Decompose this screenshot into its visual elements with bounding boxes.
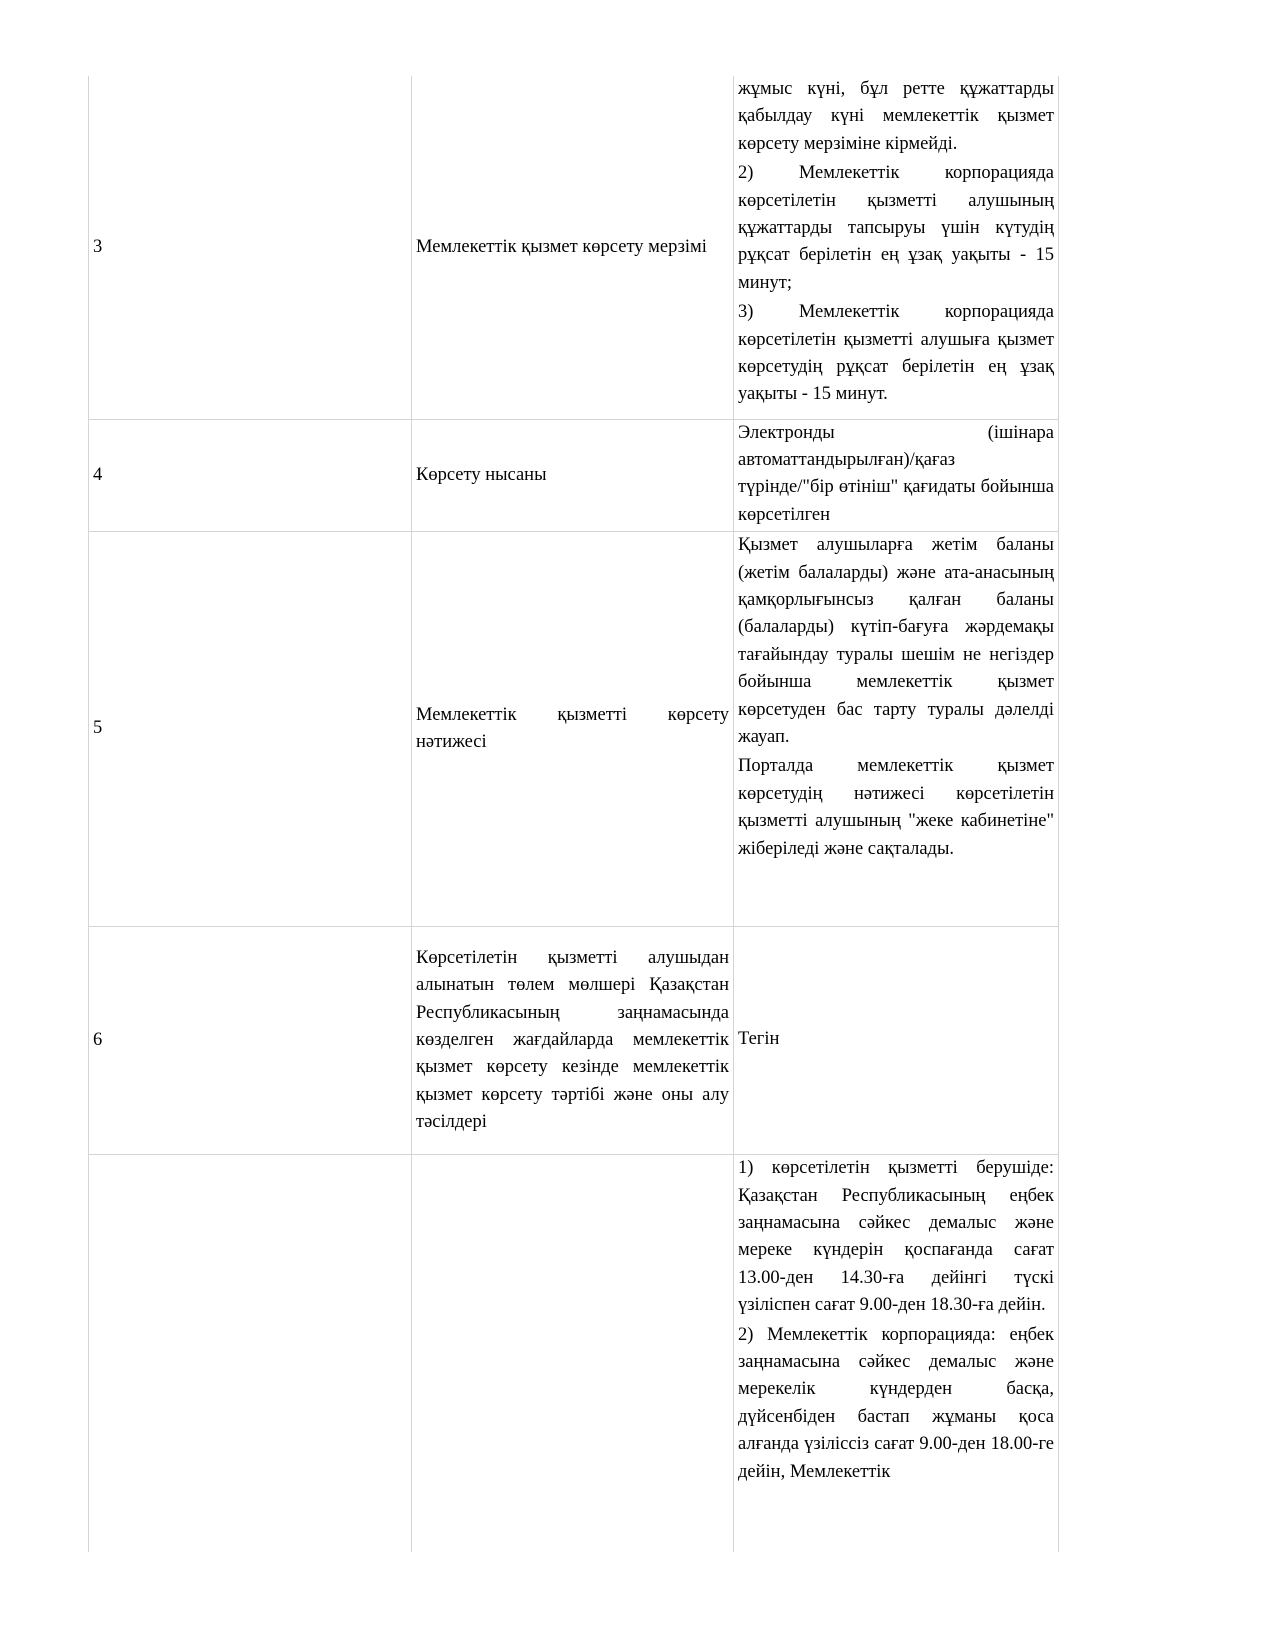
row-name: Көрсетілетін қызметті алушыдан алынатын төлем мөлшері Қазақстан Республикасының заңнамасында көзделген жағдайларда мемлекеттік қызмет көрсету кезінде мемлекеттік қызмет көрсету тәртібі және оны алу тәсілдері	[412, 927, 734, 1155]
row-number	[89, 1155, 412, 1552]
row-number: 4	[89, 419, 412, 532]
row-value	[734, 419, 1059, 532]
value-paragraph: 2) Мемлекеттік корпорацияда: еңбек заңнамасына сәйкес демалыс және мерекелік күндерден басқа, дүйсенбіден бастап жұманы қоса алғанда үзіліссіз сағат 9.00-ден 18.00-ге дейін, Мемлекеттік	[738, 1324, 1054, 1482]
row-number: 3	[89, 76, 412, 419]
row-value	[734, 76, 1059, 419]
row-number: 6	[89, 927, 412, 1155]
row-name	[412, 1155, 734, 1552]
document-page	[88, 76, 1054, 1552]
table-row	[89, 419, 1059, 532]
value-paragraph: Тегін	[738, 1028, 780, 1049]
row-value	[734, 927, 1059, 1155]
row-number: 5	[89, 532, 412, 927]
table-row	[89, 927, 1059, 1155]
row-name: Көрсету нысаны	[412, 419, 734, 532]
value-paragraph: 1) көрсетілетін қызметті берушіде: Қазақстан Республикасының еңбек заңнамасына сәйкес демалыс және мереке күндерін қоспағанда сағат 13.00-ден 14.30-ға дейінгі түскі үзіліспен сағат 9.00-ден 18.30-ға дейін.	[738, 1158, 1054, 1316]
row-value	[734, 532, 1059, 927]
value-paragraph: 3) Мемлекеттік корпорацияда көрсетілетін қызметті алушыға қызмет көрсетудің рұқсат берілетін ең ұзақ уақыты - 15 минут.	[738, 302, 1054, 405]
value-paragraph: Порталда мемлекеттік қызмет көрсетудің нәтижесі көрсетілетін қызметті алушының "жеке кабинетіне" жіберіледі және сақталады.	[738, 756, 1054, 859]
row-value	[734, 1155, 1059, 1552]
table-row	[89, 532, 1059, 927]
value-paragraph: Электронды (ішінара автоматтандырылған)/қағаз түрінде/"бір өтініш" қағидаты бойынша көрсетілген	[738, 422, 1054, 525]
row-name: Мемлекеттік қызмет көрсету мерзімі	[412, 76, 734, 419]
table-row	[89, 76, 1059, 419]
value-paragraph: Қызмет алушыларға жетім баланы (жетім балаларды) және ата-анасының қамқорлығынсыз қалған баланы (балаларды) күтіп-бағуға жәрдемақы тағайындау туралы шешім не негіздер бойынша мемлекеттік қызмет көрсетуден бас тарту туралы дәлелді жауап.	[738, 535, 1054, 747]
service-standard-table	[88, 76, 1059, 1552]
value-paragraph: 2) Мемлекеттік корпорацияда көрсетілетін қызметті алушының құжаттарды тапсыруы үшін күтудің рұқсат берілетін ең ұзақ уақыты - 15 минут;	[738, 163, 1054, 293]
row-name: Мемлекеттік қызметті көрсету нәтижесі	[412, 532, 734, 927]
value-paragraph: жұмыс күні, бұл ретте құжаттарды қабылдау күні мемлекеттік қызмет көрсету мерзіміне кірмейді.	[738, 79, 1054, 154]
table-row	[89, 1155, 1059, 1552]
